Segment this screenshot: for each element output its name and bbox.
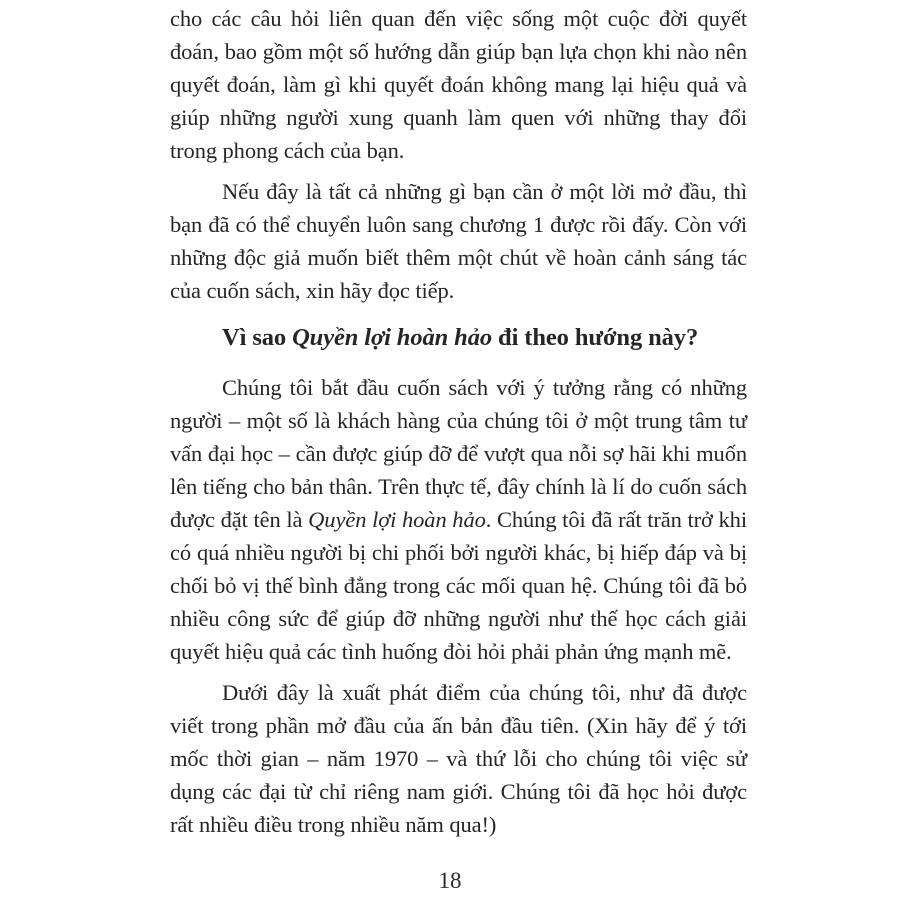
inline-book-title: Quyền lợi hoàn hảo xyxy=(308,507,486,532)
paragraph-origin-after: . Chúng tôi đã rất trăn trở khi có quá nhiều người bị chi phối bởi người khác, bị hiếp đáp và bị chối bỏ vị thế bình đẳng trong các mối quan hệ. Chúng tôi đã bỏ nhiều công sức để giúp đỡ những người như thế học cách giải quyết hiệu quả các tình huống đòi hỏi phải phản ứng mạnh mẽ. xyxy=(170,507,747,664)
heading-text-post: đi theo hướng này? xyxy=(492,324,699,351)
paragraph-origin-before: Chúng tôi bắt đầu cuốn sách với ý tưởng rằng có những người – một số là khách hàng của chúng tôi ở một trung tâm tư vấn đại học – cần được giúp đỡ để vượt qua nỗi sợ hãi khi muốn lên tiếng cho bản thân. Trên thực tế, đây chính là lí do cuốn sách được đặt tên là xyxy=(170,375,747,532)
paragraph-starting-point: Dưới đây là xuất phát điểm của chúng tôi, như đã được viết trong phần mở đầu của ấn bản đầu tiên. (Xin hãy để ý tới mốc thời gian – năm 1970 – và thứ lỗi cho chúng tôi việc sử dụng các đại từ chỉ riêng nam giới. Chúng tôi đã học hỏi được rất nhiều điều trong nhiều năm qua!) xyxy=(170,680,747,837)
heading-book-title: Quyền lợi hoàn hảo xyxy=(292,324,493,351)
page-number: 18 xyxy=(438,868,462,893)
paragraph-origin xyxy=(170,371,747,668)
paragraph-continuation: cho các câu hỏi liên quan đến việc sống một cuộc đời quyết đoán, bao gồm một số hướng dẫn giúp bạn lựa chọn khi nào nên quyết đoán, làm gì khi quyết đoán không mang lại hiệu quả và giúp những người xung quanh làm quen với những thay đổi trong phong cách của bạn. xyxy=(170,6,747,163)
heading-text-pre: Vì sao xyxy=(222,324,293,351)
section-heading xyxy=(170,321,747,355)
text-block xyxy=(170,2,747,849)
paragraph-intro-note: Nếu đây là tất cả những gì bạn cần ở một lời mở đầu, thì bạn đã có thể chuyển luôn sang chương 1 được rồi đấy. Còn với những độc giả muốn biết thêm một chút về hoàn cảnh sáng tác của cuốn sách, xin hãy đọc tiếp. xyxy=(170,179,747,303)
